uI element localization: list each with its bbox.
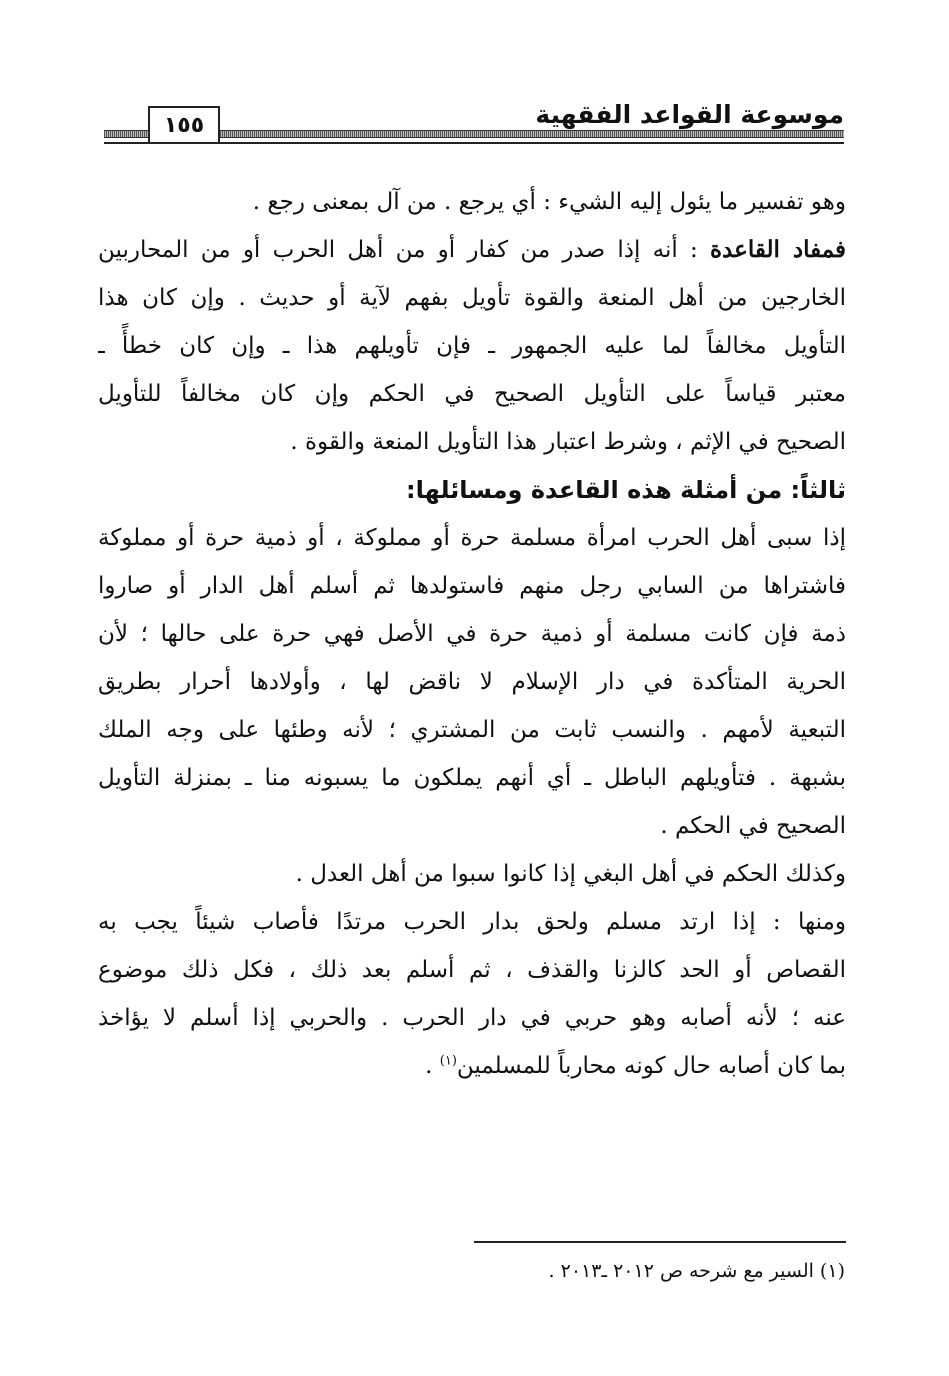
text-line: التأويل مخالفاً لما عليه الجمهور ـ فإن تأويلهم هذا ـ وإن كان خطأً ـ: [98, 333, 846, 359]
text-span: .: [425, 1053, 440, 1079]
text-line: التبعية لأمهم . والنسب ثابت من المشتري ؛ لأنه وطئها على وجه الملك: [98, 717, 846, 743]
text-line: [98, 226, 846, 274]
text-line: ومنها : إذا ارتد مسلم ولحق بدار الحرب مرتدًا فأصاب شيئاً يجب به: [98, 909, 846, 935]
text-line: فاشتراها من السابي رجل منهم فاستولدها ثم أسلم أهل الدار أو صاروا: [98, 573, 846, 599]
footnote-rule: [474, 1241, 846, 1243]
page-body: [98, 178, 846, 1090]
text-line: [98, 1042, 846, 1090]
text-line: وكذلك الحكم في أهل البغي إذا كانوا سبوا من أهل العدل .: [295, 861, 846, 887]
text-line: وهو تفسير ما يئول إليه الشيء : أي يرجع . من آل بمعنى رجع .: [252, 189, 846, 215]
text-line: إذا سبى أهل الحرب امرأة مسلمة حرة أو مملوكة ، أو ذمية حرة أو مملوكة: [98, 525, 846, 551]
text-line: عنه ؛ لأنه أصابه وهو حربي في دار الحرب . والحربي إذا أسلم لا يؤاخذ: [98, 1005, 846, 1031]
header-rule-bottom: [104, 142, 844, 144]
text-line: الصحيح في الحكم .: [660, 813, 846, 839]
text-span: بما كان أصابه حال كونه محارباً للمسلمين: [456, 1053, 846, 1079]
section-heading: ثالثاً: من أمثلة هذه القاعدة ومسائلها:: [405, 476, 846, 504]
text-line: القصاص أو الحد كالزنا والقذف ، ثم أسلم بعد ذلك ، فكل ذلك موضوع: [98, 957, 846, 983]
footnote: (١) السير مع شرحه ص ٢٠١٢ ـ٢٠١٣ .: [548, 1260, 845, 1282]
text-line: الحرية المتأكدة في دار الإسلام لا ناقض لها ، وأولادها أحرار بطريق: [98, 669, 846, 695]
paragraph-label: فمفاد القاعدة: [710, 236, 846, 263]
footnote-ref[interactable]: (١): [439, 1053, 457, 1069]
text-line: بشبهة . فتأويلهم الباطل ـ أي أنهم يملكون ما يسبونه منا ـ بمنزلة التأويل: [98, 765, 846, 791]
text-span: : أنه إذا صدر من كفار أو من أهل الحرب أو من المحاربين: [98, 237, 698, 263]
page-number: ١٥٥: [148, 106, 220, 142]
book-title: موسوعة القواعد الفقهية: [535, 100, 844, 129]
text-line: ذمة فإن كانت مسلمة أو ذمية حرة في الأصل فهي حرة على حالها ؛ لأن: [98, 621, 846, 647]
text-line: الخارجين من أهل المنعة والقوة تأويل بفهم لآية أو حديث . وإن كان هذا: [98, 285, 846, 311]
text-line: معتبر قياساً على التأويل الصحيح في الحكم وإن كان مخالفاً للتأويل: [98, 381, 846, 407]
running-header: [104, 96, 844, 148]
text-line: الصحيح في الإثم ، وشرط اعتبار هذا التأويل المنعة والقوة .: [290, 429, 846, 455]
